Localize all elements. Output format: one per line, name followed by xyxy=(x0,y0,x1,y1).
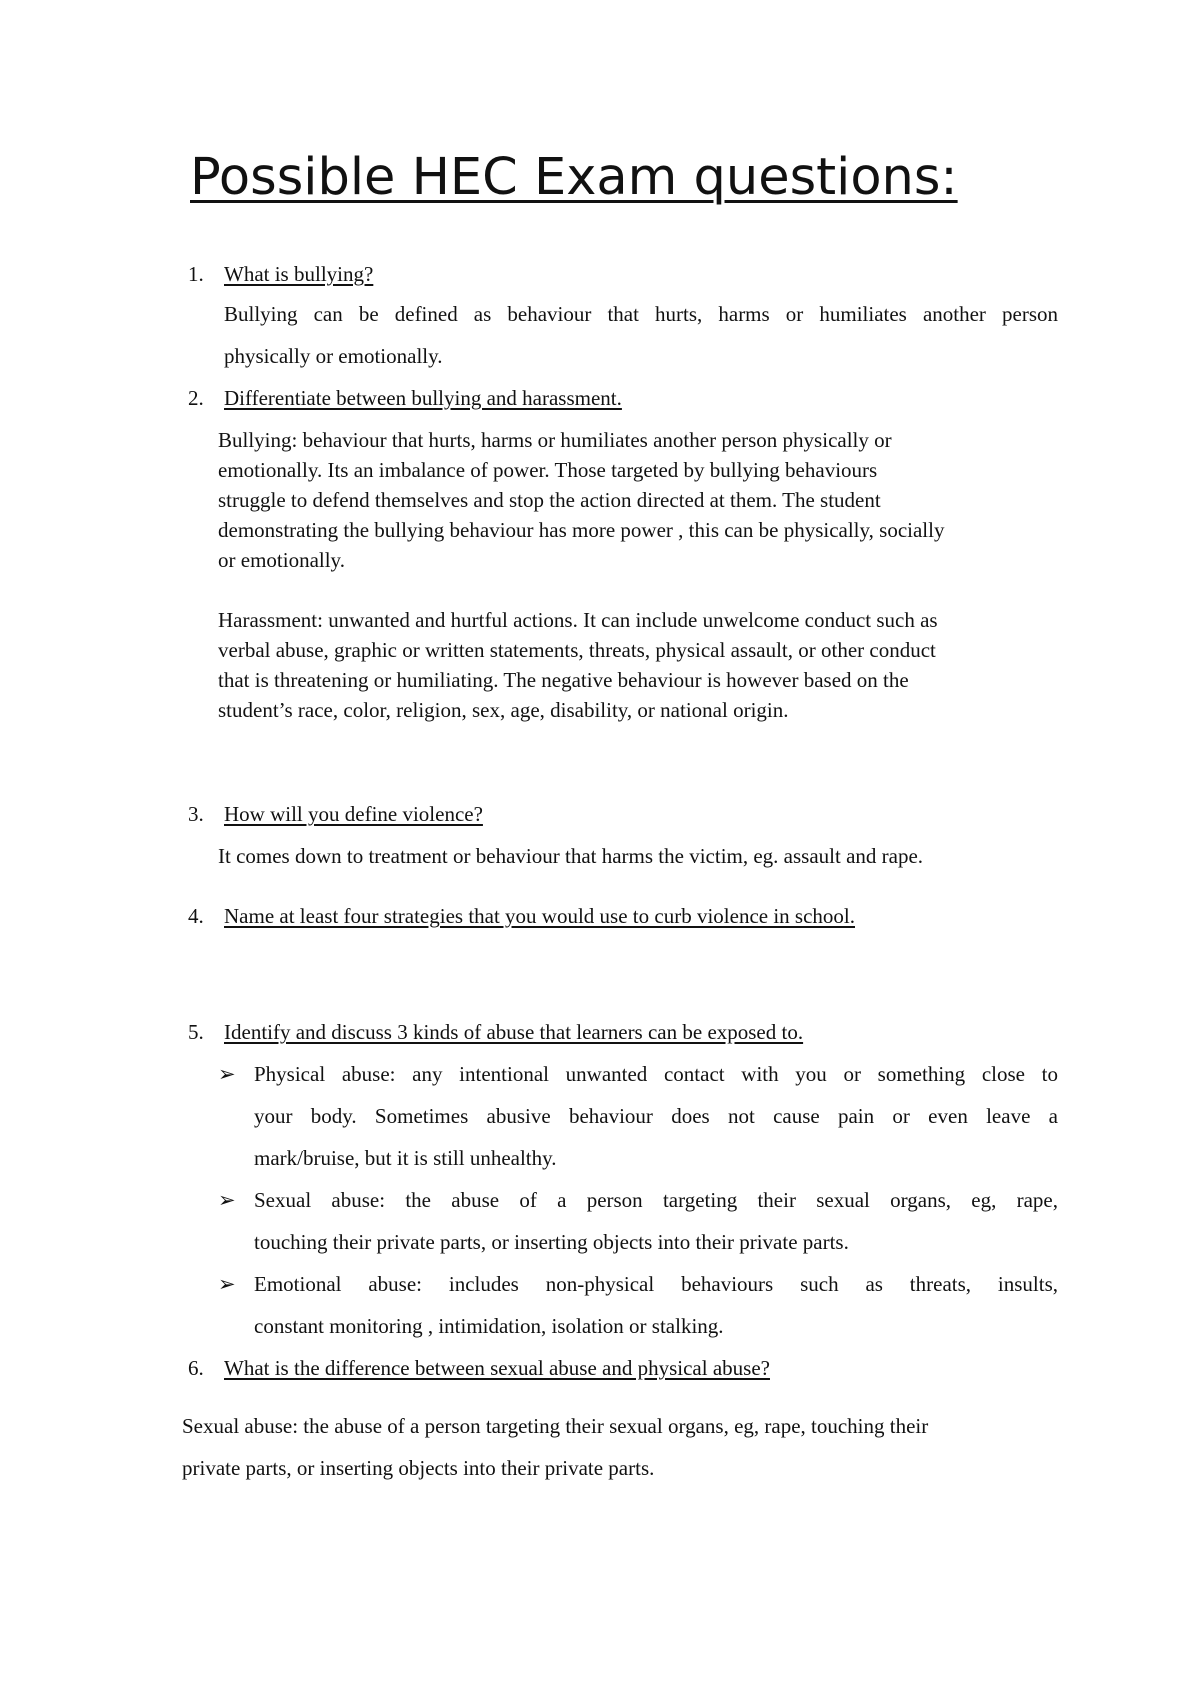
arrow-bullet-icon: ➢ xyxy=(218,1062,236,1086)
question-number: 6. xyxy=(188,1356,204,1380)
bullying-definition-line: Bullying: behaviour that hurts, harms or humiliates another person physically or xyxy=(218,428,892,452)
question-number: 1. xyxy=(188,262,204,286)
abuse-item-line: your body. Sometimes abusive behaviour does not cause pain or even leave a xyxy=(254,1104,1058,1128)
answer-1-line: Bullying can be defined as behaviour that hurts, harms or humiliates another person xyxy=(224,302,1058,326)
harassment-definition-line: Harassment: unwanted and hurtful actions. It can include unwelcome conduct such as xyxy=(218,608,938,632)
abuse-item-line: touching their private parts, or inserting objects into their private parts. xyxy=(254,1230,849,1254)
harassment-definition-line: that is threatening or humiliating. The negative behaviour is however based on the xyxy=(218,668,909,692)
arrow-bullet-icon: ➢ xyxy=(218,1272,236,1296)
question-6: What is the difference between sexual abuse and physical abuse? xyxy=(224,1356,770,1380)
question-4: Name at least four strategies that you would use to curb violence in school. xyxy=(224,904,855,928)
harassment-definition-line: verbal abuse, graphic or written statements, threats, physical assault, or other conduct xyxy=(218,638,936,662)
answer-1-line: physically or emotionally. xyxy=(224,344,443,368)
page-title: Possible HEC Exam questions: xyxy=(190,148,958,207)
question-number: 4. xyxy=(188,904,204,928)
abuse-item-line: mark/bruise, but it is still unhealthy. xyxy=(254,1146,557,1170)
harassment-definition-line: student’s race, color, religion, sex, age, disability, or national origin. xyxy=(218,698,789,722)
question-number: 5. xyxy=(188,1020,204,1044)
question-number: 2. xyxy=(188,386,204,410)
question-5: Identify and discuss 3 kinds of abuse that learners can be exposed to. xyxy=(224,1020,804,1044)
question-3: How will you define violence? xyxy=(224,802,483,826)
arrow-bullet-icon: ➢ xyxy=(218,1188,236,1212)
abuse-item-line: Emotional abuse: includes non-physical behaviours such as threats, insults, xyxy=(254,1272,1058,1296)
bullying-definition-line: struggle to defend themselves and stop the action directed at them. The student xyxy=(218,488,881,512)
abuse-item-line: Sexual abuse: the abuse of a person targeting their sexual organs, eg, rape, xyxy=(254,1188,1058,1212)
answer-3: It comes down to treatment or behaviour that harms the victim, eg. assault and rape. xyxy=(218,844,924,868)
answer-6-line: private parts, or inserting objects into their private parts. xyxy=(182,1456,655,1480)
question-2: Differentiate between bullying and harassment. xyxy=(224,386,622,410)
bullying-definition-line: demonstrating the bullying behaviour has more power , this can be physically, socially xyxy=(218,518,945,542)
bullying-definition-line: or emotionally. xyxy=(218,548,345,572)
answer-6-line: Sexual abuse: the abuse of a person targeting their sexual organs, eg, rape, touching their xyxy=(182,1414,929,1438)
abuse-item-line: constant monitoring , intimidation, isolation or stalking. xyxy=(254,1314,724,1338)
bullying-definition-line: emotionally. Its an imbalance of power. Those targeted by bullying behaviours xyxy=(218,458,878,482)
abuse-item-line: Physical abuse: any intentional unwanted contact with you or something close to xyxy=(254,1062,1058,1086)
question-number: 3. xyxy=(188,802,204,826)
question-1: What is bullying? xyxy=(224,262,374,286)
